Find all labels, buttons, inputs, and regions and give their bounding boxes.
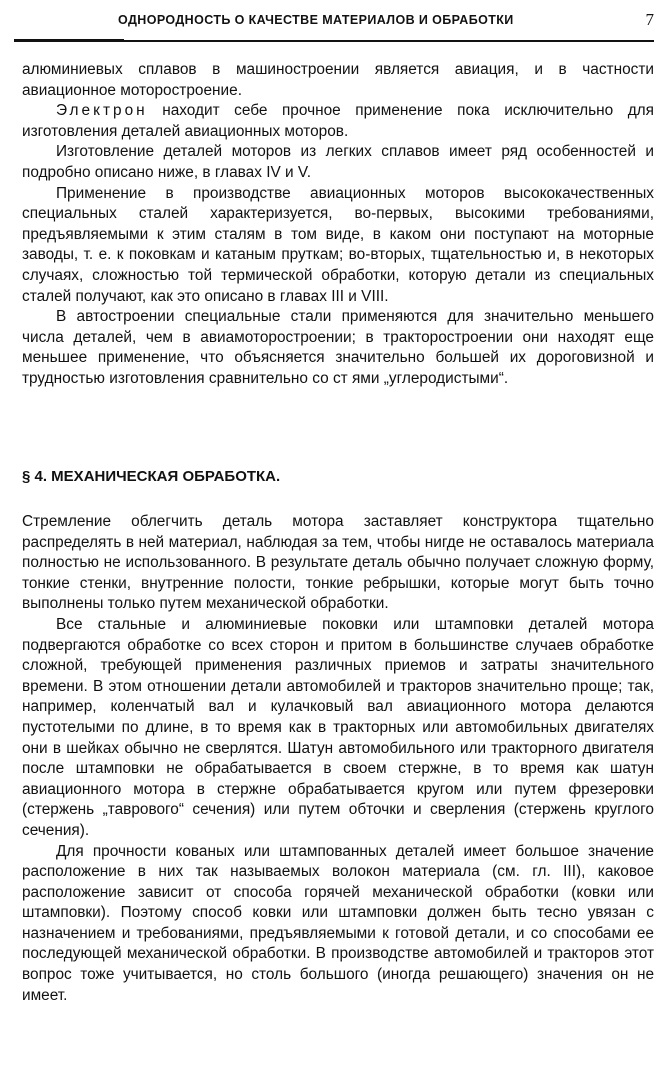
paragraph: Изготовление деталей моторов из легких сплавов имеет ряд особенностей и подробно описано ниже, в главах IV и V. bbox=[22, 143, 654, 181]
paragraph: Все стальные и алюминиевые поковки или штамповки деталей мотора подвергаются обработке со всех сторон и притом в большинстве случаев обработке сложной, требующей применения различных приемов и затраты значительного времени. В этом отношении детали автомобилей и тракторов значительно проще; так, например, коленчатый вал и кулачковый вал авиационного мотора делаются пустотелыми по длине, в то время как в тракторных или автомобильных двигателях они в шейках обычно не сверлятся. Шатун автомобильного или тракторного двигателя после штамповки не обрабатывается в своем стержне, в то время как шатун авиационного мотора в стержне обрабатывается кругом или путем фрезеровки (стержень „таврового“ сечения) или путем обточки и сверления (стержень круглого сечения). bbox=[22, 615, 654, 839]
section-4-body bbox=[22, 512, 654, 1006]
paragraph: Стремление облегчить деталь мотора заставляет конструктора тщательно распределять в ней материал, наблюдая за тем, чтобы нигде не оставалось материала полностью не использованного. В результате деталь обычно получает сложную форму, тонкие стенки, внутренние полости, тонкие ребрышки, которые могут быть точно выполнены только путем механической обработки. bbox=[22, 513, 654, 613]
paragraph: Для прочности кованых или штампованных деталей имеет большое значение расположение в них так называемых волокон материала (см. гл. III), каковое расположение зависит от способа горячей механической обработки (ковки или штамповки). Поэтому способ ковки или штамповки должен быть тесно увязан с назначением и требованиями, предъявляемыми к готовой детали, и со способами ее последующей механической обработки. В производстве автомобилей и тракторов этот вопрос тоже учитывается, но столь большого (иногда решающего) значения он не имеет. bbox=[22, 842, 654, 1004]
paragraph: В автостроении специальные стали применяются для значительно меньшего числа деталей, чем в авиамоторостроении; в тракторостроении они находят еще меньшее применение, что объясняется значительно большей их дороговизной и трудностью изготовления сравнительно со ст ями „углеродистыми“. bbox=[22, 308, 654, 387]
emphasized-word: Электрон bbox=[56, 102, 148, 120]
paragraph bbox=[22, 101, 654, 142]
paragraph-text: находит себе прочное применение пока исключительно для изготовления деталей авиационных моторов. bbox=[22, 102, 654, 140]
running-title: ОДНОРОДНОСТЬ О КАЧЕСТВЕ МАТЕРИАЛОВ И ОБРАБОТКИ bbox=[118, 13, 514, 27]
page-number: 7 bbox=[645, 10, 654, 29]
running-header bbox=[20, 10, 656, 34]
paragraph: алюминиевых сплавов в машиностроении является авиация, и в частности авиационное моторостроение. bbox=[22, 61, 654, 99]
section-heading: § 4. МЕХАНИЧЕСКАЯ ОБРАБОТКА. bbox=[22, 468, 281, 485]
section-3-continuation bbox=[22, 60, 654, 390]
paragraph: Применение в производстве авиационных моторов высококачественных специальных сталей характеризуется, во-первых, высокими требованиями, предъявляемыми к этим сталям в том виде, в каком они поступают на моторные заводы, т. е. к поковкам и катаным пруткам; во-вторых, тщательностью и, в некоторых случаях, сложностью той термической обработки, которую детали из специальных сталей получают, как это описано в главах III и VIII. bbox=[22, 184, 654, 305]
header-rule-accent bbox=[14, 39, 124, 42]
